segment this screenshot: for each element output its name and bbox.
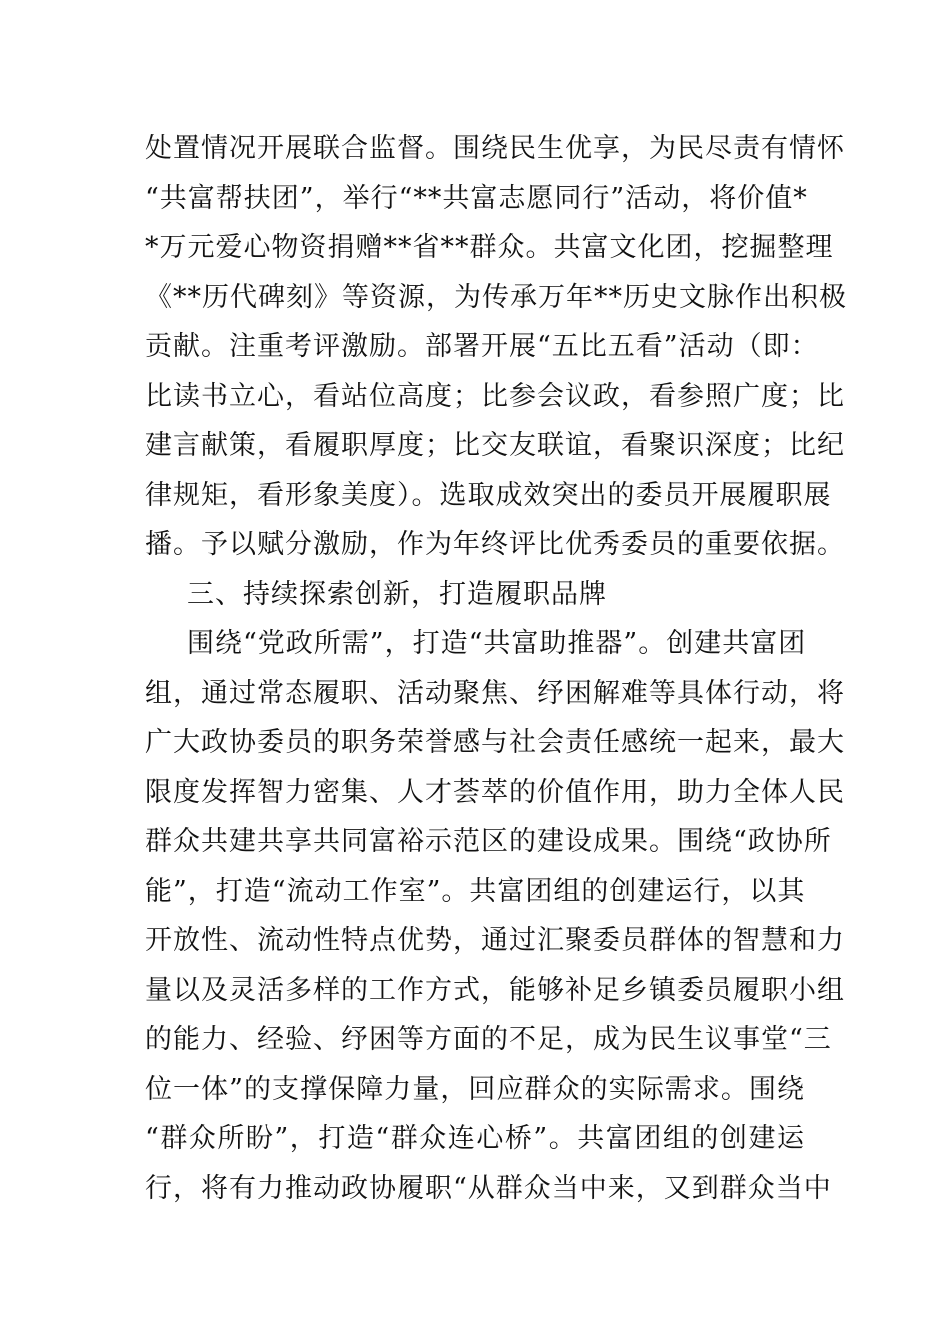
paragraph-1-line-2: “共富帮扶团”，举行“**共富志愿同行”活动，将价值* <box>145 182 808 214</box>
paragraph-1-line-6: 比读书立心，看站位高度；比参会议政，看参照广度；比 <box>145 380 845 412</box>
paragraph-2-line-11: “群众所盼”，打造“群众连心桥”。共富团组的创建运 <box>145 1123 805 1154</box>
paragraph-1-line-5: 贡献。注重考评激励。部署开展“五比五看”活动（即： <box>145 331 819 362</box>
paragraph-1-line-1: 处置情况开展联合监督。围绕民生优享，为民尽责有情怀 <box>145 133 845 164</box>
section-heading: 三、持续探索创新，打造履职品牌 <box>187 578 607 610</box>
paragraph-2-line-8: 量以及灵活多样的工作方式，能够补足乡镇委员履职小组 <box>145 974 845 1006</box>
paragraph-2-line-1: 围绕“党政所需”，打造“共富助推器”。创建共富团 <box>187 628 807 659</box>
paragraph-1-line-3: *万元爱心物资捐赠**省**群众。共富文化团，挖掘整理 <box>145 232 834 263</box>
paragraph-2-line-4: 限度发挥智力密集、人才荟萃的价值作用，助力全体人民 <box>145 776 845 808</box>
paragraph-1-line-4: 《**历代碑刻》等资源，为传承万年**历史文脉作出积极 <box>145 281 847 313</box>
paragraph-1-line-7: 建言献策，看履职厚度；比交友联谊，看聚识深度；比纪 <box>145 430 845 461</box>
paragraph-2-line-5: 群众共建共享共同富裕示范区的建设成果。围绕“政协所 <box>145 826 832 857</box>
paragraph-2-line-9: 的能力、经验、纾困等方面的不足，成为民生议事堂“三 <box>145 1024 832 1055</box>
paragraph-2-line-12: 行，将有力推动政协履职“从群众当中来，又到群众当中 <box>145 1172 832 1204</box>
paragraph-2-line-10: 位一体”的支撑保障力量，回应群众的实际需求。围绕 <box>145 1073 805 1105</box>
paragraph-2-line-7: 开放性、流动性特点优势，通过汇聚委员群体的智慧和力 <box>145 925 845 956</box>
paragraph-1-line-8: 律规矩，看形象美度）。选取成效突出的委员开展履职展 <box>145 479 832 511</box>
paragraph-2-line-6: 能”，打造“流动工作室”。共富团组的创建运行，以其 <box>145 875 806 907</box>
paragraph-2-line-2: 组，通过常态履职、活动聚焦、纾困解难等具体行动，将 <box>145 677 845 709</box>
paragraph-2-line-3: 广大政协委员的职务荣誉感与社会责任感统一起来，最大 <box>145 727 845 758</box>
paragraph-1-line-9: 播。予以赋分激励，作为年终评比优秀委员的重要依据。 <box>145 529 845 560</box>
document-body <box>145 124 847 1213</box>
